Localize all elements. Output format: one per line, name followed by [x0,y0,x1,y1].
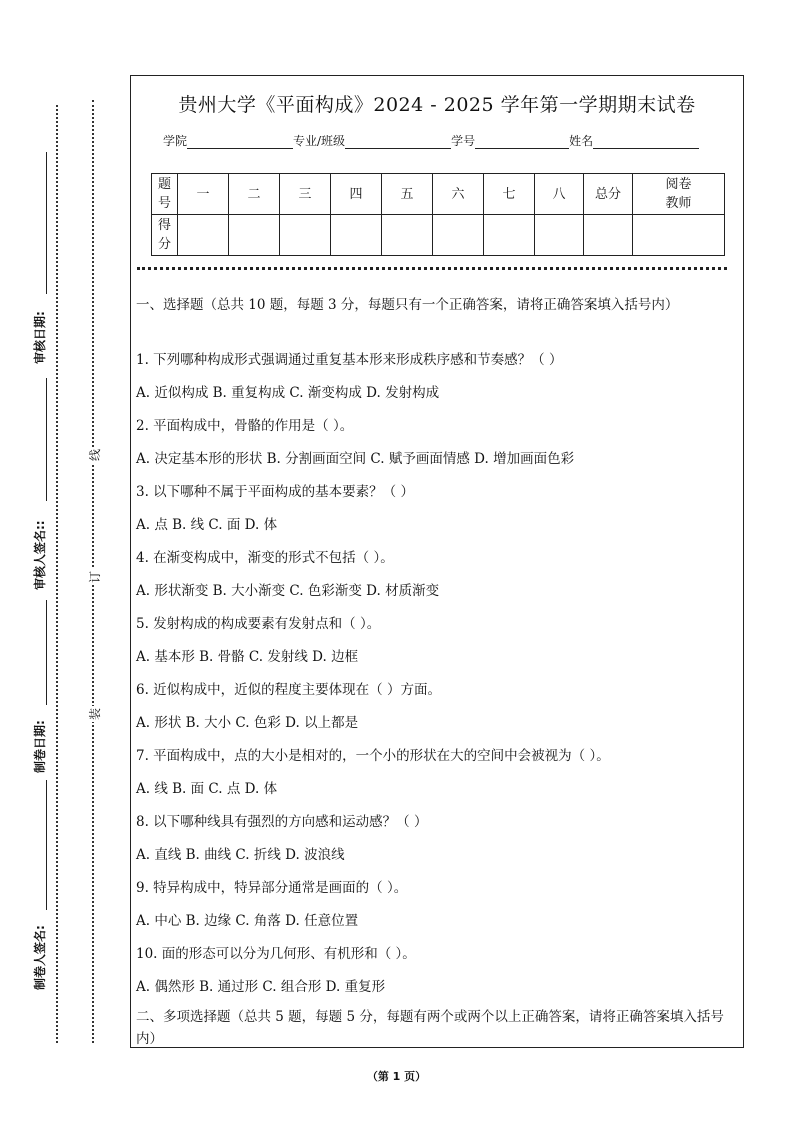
score-input-cell[interactable] [484,215,535,256]
question-9: 9. 特异构成中，特异部分通常是画面的（ ）。 [136,880,408,896]
exam-frame [130,75,744,1048]
cut-mark-mount: 装 [88,707,102,720]
score-cell: 三 [280,174,331,215]
score-cell: 六 [433,174,484,215]
reviewer-sign-label: 审核人签名:: [33,520,47,590]
score-header-row [152,174,725,215]
major-field[interactable] [345,135,451,149]
options-8: A. 直线 B. 曲线 C. 折线 D. 波浪线 [136,847,345,863]
student-id-field[interactable] [475,135,569,149]
question-7: 7. 平面构成中，点的大小是相对的，一个小的形状在大的空间中会被视为（ ）。 [136,748,610,764]
name-field[interactable] [593,135,699,149]
reviewer-sign-line [46,378,47,501]
options-9: A. 中心 B. 边缘 C. 角落 D. 任意位置 [136,913,359,929]
score-input-cell[interactable] [382,215,433,256]
score-cell: 五 [382,174,433,215]
score-input-cell[interactable] [280,215,331,256]
score-cell: 总分 [584,174,633,215]
page-number: （第 1 页） [366,1070,427,1083]
question-6: 6. 近似构成中，近似的程度主要体现在（ ）方面。 [136,682,441,698]
name-label: 姓名 [569,134,594,148]
score-cell: 四 [331,174,382,215]
cut-mark-bind: 订 [88,570,102,583]
question-8: 8. 以下哪种线具有强烈的方向感和运动感？（ ） [136,814,428,830]
options-2: A. 决定基本形的形状 B. 分割画面空间 C. 赋予画面情感 D. 增加画面色彩 [136,451,575,467]
options-6: A. 形状 B. 大小 C. 色彩 D. 以上都是 [136,715,359,731]
score-row-label: 得 分 [152,215,178,256]
maker-date-label: 制卷日期: [33,720,47,773]
options-10: A. 偶然形 B. 通过形 C. 组合形 D. 重复形 [136,979,386,995]
question-3: 3. 以下哪种不属于平面构成的基本要素？（ ） [136,484,414,500]
question-4: 4. 在渐变构成中，渐变的形式不包括（ ）。 [136,550,394,566]
question-5: 5. 发射构成的构成要素有发射点和（ ）。 [136,616,381,632]
question-2: 2. 平面构成中，骨骼的作用是（ ）。 [136,418,354,434]
score-input-cell[interactable] [535,215,584,256]
score-cell: 题 号 [152,174,178,215]
score-cell: 七 [484,174,535,215]
options-3: A. 点 B. 线 C. 面 D. 体 [136,517,278,533]
signature-dotted-border [56,105,58,1043]
score-value-row [152,215,725,256]
maker-sign-label: 制卷人签名: [33,925,47,990]
major-label: 专业/班级 [293,134,346,148]
score-input-cell[interactable] [331,215,382,256]
college-label: 学院 [163,134,188,148]
options-7: A. 线 B. 面 C. 点 D. 体 [136,781,278,797]
student-id-label: 学号 [451,134,476,148]
maker-date-line [46,600,47,705]
score-input-cell[interactable] [584,215,633,256]
section1-heading: 一、选择题（总共 10 题，每题 3 分，每题只有一个正确答案，请将正确答案填入括号内） [136,297,679,313]
binding-sidebar [0,0,128,1122]
college-field[interactable] [187,135,293,149]
options-1: A. 近似构成 B. 重复构成 C. 渐变构成 D. 发射构成 [136,385,440,401]
student-info-row [163,132,699,149]
question-1: 1. 下列哪种构成形式强调通过重复基本形来形成秩序感和节奏感？（ ） [136,352,563,368]
score-cell: 一 [178,174,229,215]
score-input-cell[interactable] [433,215,484,256]
dotted-separator [137,267,727,270]
score-cell: 八 [535,174,584,215]
reviewer-date-label: 审核日期: [33,311,47,364]
score-input-cell[interactable] [229,215,280,256]
cut-mark-line: 线 [88,448,102,461]
score-input-cell[interactable] [633,215,725,256]
score-cell: 阅卷 教师 [633,174,725,215]
score-table [151,173,725,256]
score-cell: 二 [229,174,280,215]
question-10: 10. 面的形态可以分为几何形、有机形和（ ）。 [136,946,416,962]
score-input-cell[interactable] [178,215,229,256]
options-5: A. 基本形 B. 骨骼 C. 发射线 D. 边框 [136,649,359,665]
exam-title: 贵州大学《平面构成》2024 - 2025 学年第一学期期末试卷 [178,94,696,116]
options-4: A. 形状渐变 B. 大小渐变 C. 色彩渐变 D. 材质渐变 [136,583,440,599]
section2-heading: 二、多项选择题（总共 5 题，每题 5 分，每题有两个或两个以上正确答案，请将正确答案填入括号内） [136,1009,724,1047]
maker-sign-line [46,780,47,910]
reviewer-date-line [46,152,47,294]
